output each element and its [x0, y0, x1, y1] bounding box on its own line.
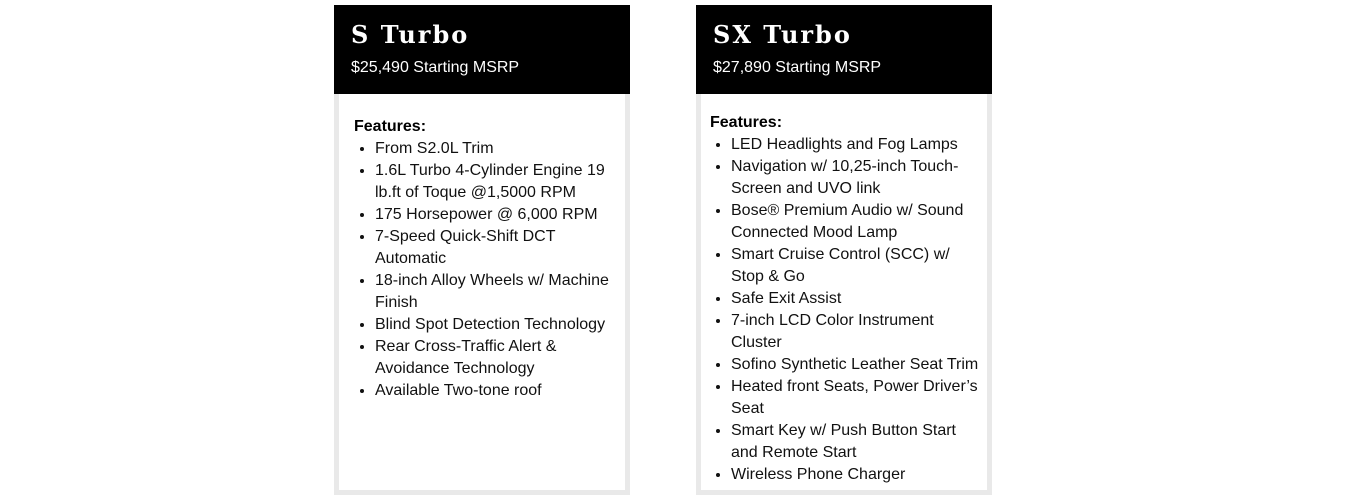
features-heading: Features: [354, 118, 427, 135]
feature-list [354, 138, 615, 402]
feature-item: • Rear Cross-Traffic Alert & Avoidance Technology [375, 336, 615, 380]
feature-item: • 1.6L Turbo 4-Cylinder Engine 19 lb.ft of Toque @1,5000 RPM [375, 160, 615, 204]
feature-item: • Smart Cruise Control (SCC) w/ Stop & Go [731, 244, 981, 288]
feature-list [710, 134, 981, 486]
feature-item: • Smart Key w/ Push Button Start and Remote Start [731, 420, 981, 464]
feature-item: • 18-inch Alloy Wheels w/ Machine Finish [375, 270, 615, 314]
trim-name: S Turbo [351, 20, 470, 49]
trim-name: SX Turbo [713, 20, 852, 49]
trim-card-sx-turbo [696, 5, 992, 495]
feature-item: • Bose® Premium Audio w/ Sound Connected Mood Lamp [731, 200, 981, 244]
feature-item: • 7-inch LCD Color Instrument Cluster [731, 310, 981, 354]
trim-card-s-turbo [334, 5, 630, 495]
feature-item: • Blind Spot Detection Technology [375, 314, 615, 336]
feature-item: • Safe Exit Assist [731, 288, 981, 310]
trim-price: $25,490 Starting MSRP [351, 59, 520, 76]
feature-item: • LED Headlights and Fog Lamps [731, 134, 981, 156]
feature-item: • Heated front Seats, Power Driver’s Seat [731, 376, 981, 420]
feature-item: • 175 Horsepower @ 6,000 RPM [375, 204, 615, 226]
trim-card-header [334, 5, 630, 94]
features-heading: Features: [710, 114, 783, 131]
feature-item: • Navigation w/ 10,25-inch Touch-Screen and UVO link [731, 156, 981, 200]
trim-price: $27,890 Starting MSRP [713, 59, 882, 76]
feature-item: • Available Two-tone roof [375, 380, 615, 402]
trim-card-header [696, 5, 992, 94]
trim-card-body [701, 94, 987, 490]
feature-item: • From S2.0L Trim [375, 138, 615, 160]
feature-item: • Wireless Phone Charger [731, 464, 981, 486]
feature-item: • 7-Speed Quick-Shift DCT Automatic [375, 226, 615, 270]
feature-item: • Sofino Synthetic Leather Seat Trim [731, 354, 981, 376]
trim-card-body [339, 94, 625, 490]
